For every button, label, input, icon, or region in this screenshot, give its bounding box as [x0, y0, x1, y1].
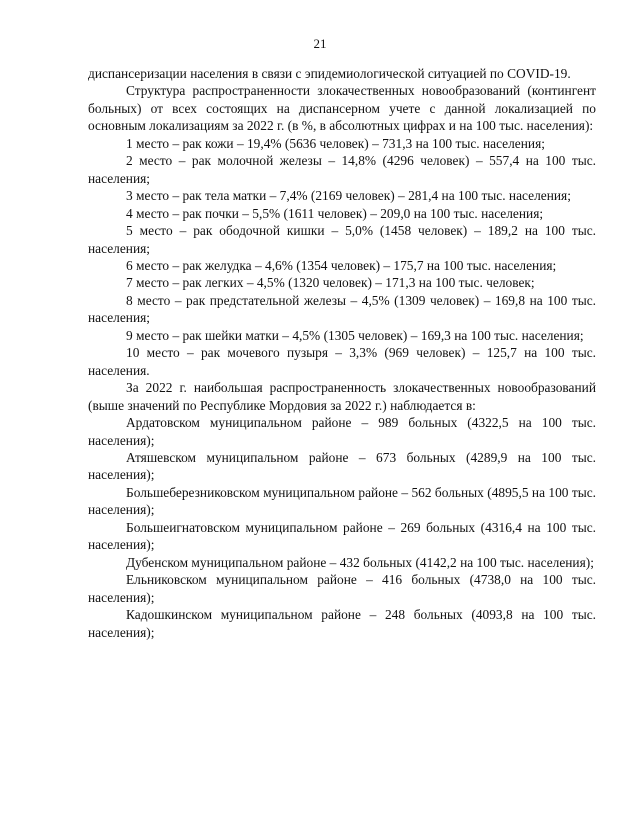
paragraph: 10 место – рак мочевого пузыря – 3,3% (969 человек) – 125,7 на 100 тыс. населения.	[88, 345, 596, 378]
paragraph: Большеберезниковском муниципальном районе – 562 больных (4895,5 на 100 тыс. населения);	[88, 484, 596, 518]
paragraph: 9 место – рак шейки матки – 4,5% (1305 человек) – 169,3 на 100 тыс. населения;	[126, 327, 584, 343]
paragraph: Ельниковском муниципальном районе – 416 больных (4738,0 на 100 тыс. населения);	[88, 572, 596, 605]
paragraph: За 2022 г. наибольшая распространенность злокачественных новообразований (выше значений по Республике Мордовия за 2022 г.) наблюдается в:	[88, 380, 596, 413]
paragraph: 8 место – рак предстательной железы – 4,5% (1309 человек) – 169,8 на 100 тыс. населения;	[88, 292, 596, 326]
page-number: 21	[313, 36, 327, 51]
paragraph: 6 место – рак желудка – 4,6% (1354 человек) – 175,7 на 100 тыс. населения;	[126, 257, 557, 273]
paragraph: диспансеризации населения в связи с эпидемиологической ситуацией по COVID-19.	[88, 66, 571, 81]
paragraph: Структура распространенности злокачественных новообразований (контингент больных) от всех состоящих на диспансерном учете с данной локализацией по основным локализациям за 2022 г. (в %, в абсолютных цифрах и на 100 тыс. населения):	[88, 83, 596, 134]
paragraph: 1 место – рак кожи – 19,4% (5636 человек) – 731,3 на 100 тыс. населения;	[126, 135, 545, 151]
paragraph: Атяшевском муниципальном районе – 673 больных (4289,9 на 100 тыс. населения);	[88, 449, 596, 483]
document-body	[88, 65, 596, 641]
paragraph: Дубенском муниципальном районе – 432 больных (4142,2 на 100 тыс. населения);	[126, 554, 594, 570]
paragraph: 4 место – рак почки – 5,5% (1611 человек) – 209,0 на 100 тыс. населения;	[126, 205, 544, 221]
paragraph: 5 место – рак ободочной кишки – 5,0% (1458 человек) – 189,2 на 100 тыс. населения;	[88, 223, 596, 256]
paragraph: 7 место – рак легких – 4,5% (1320 человек) – 171,3 на 100 тыс. человек;	[126, 275, 535, 291]
paragraph: Большеигнатовском муниципальном районе – 269 больных (4316,4 на 100 тыс. населения);	[88, 519, 596, 553]
paragraph: 3 место – рак тела матки – 7,4% (2169 человек) – 281,4 на 100 тыс. населения;	[126, 188, 571, 204]
paragraph: Ардатовском муниципальном районе – 989 больных (4322,5 на 100 тыс. населения);	[88, 415, 596, 448]
paragraph: 2 место – рак молочной железы – 14,8% (4296 человек) – 557,4 на 100 тыс. населения;	[88, 153, 596, 186]
paragraph: Кадошкинском муниципальном районе – 248 больных (4093,8 на 100 тыс. населения);	[88, 607, 596, 640]
